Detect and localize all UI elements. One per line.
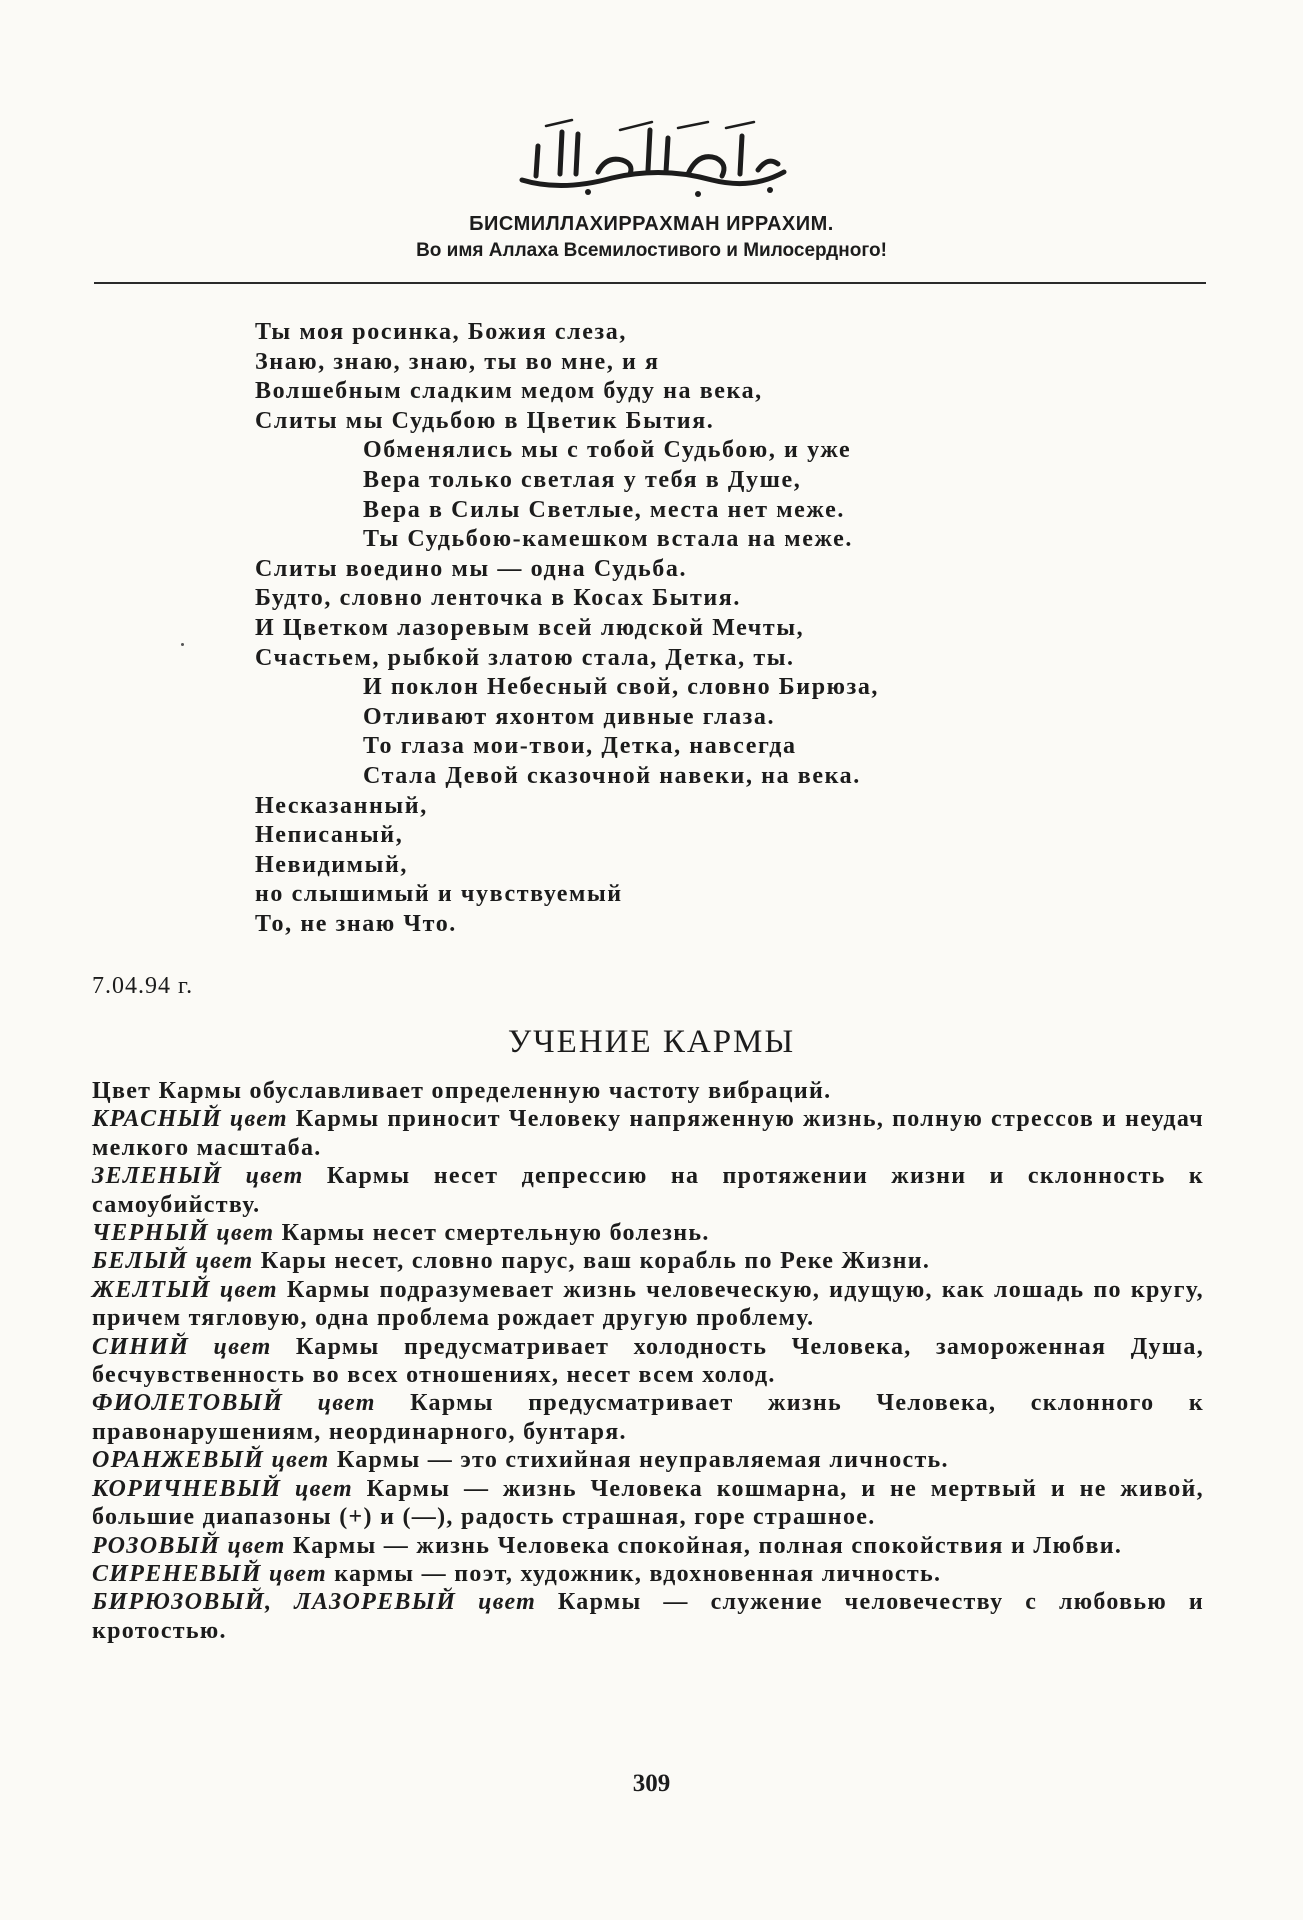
page-number: 309 — [632, 1770, 671, 1797]
karma-paragraph — [92, 1219, 1204, 1247]
karma-color-label: БИРЮЗОВЫЙ, ЛАЗОРЕВЫЙ цвет — [92, 1589, 537, 1616]
poem-line: Ты Судьбою-камешком встала на меже. — [363, 526, 853, 553]
karma-color-label: КОРИЧНЕВЫЙ цвет — [92, 1475, 354, 1502]
karma-paragraph — [92, 1333, 1204, 1390]
poem-line: И Цветком лазоревым всей людской Мечты, — [255, 614, 805, 641]
karma-description: Кармы — служение человечеству с любовью и кротостью. — [92, 1589, 1204, 1644]
karma-color-label: КРАСНЫЙ цвет — [92, 1106, 288, 1133]
poem-line: Невидимый, — [255, 851, 408, 878]
calligraphy-image — [502, 112, 802, 202]
poem-line: Волшебным сладким медом буду на века, — [255, 378, 763, 405]
poem-line: То глаза мои-твои, Детка, навсегда — [363, 733, 797, 760]
karma-description: Кармы подразумевает жизнь человеческую, идущую, как лошадь по кругу, причем тягловую, одна проблема рождает другую проблему. — [92, 1276, 1204, 1332]
karma-description: Цвет Кармы обуславливает определенную частоту вибраций. — [92, 1078, 832, 1104]
poem-line: Ты моя росинка, Божия слеза, — [255, 319, 627, 345]
karma-description: Кармы приносит Человеку напряженную жизнь, полную стрессов и неудач мелкого масштаба. — [92, 1106, 1204, 1161]
karma-paragraph — [92, 1446, 1204, 1474]
karma-description: кармы — поэт, художник, вдохновенная личность. — [326, 1560, 942, 1587]
karma-color-label: СИРЕНЕВЫЙ цвет — [92, 1560, 327, 1587]
karma-description: Кармы — жизнь Человека кошмарна, и не мертвый и не живой, большие диапазоны (+) и (—), радость страшная, горе страшное. — [92, 1475, 1204, 1531]
poem-line: Обменялись мы с тобой Судьбою, и уже — [363, 437, 852, 464]
karma-description: Кармы предусматривает холодность Человека, замороженная Душа, бесчувственность во всех отношениях, несет всем холод. — [92, 1333, 1204, 1389]
section-title: УЧЕНИЕ КАРМЫ — [507, 1024, 796, 1060]
karma-paragraph — [92, 1105, 1204, 1162]
poem-line: Знаю, знаю, знаю, ты во мне, и я — [255, 348, 660, 375]
karma-paragraph — [92, 1532, 1204, 1560]
poem-line: Вера в Силы Светлые, места нет меже. — [363, 496, 845, 523]
poem-line: Счастьем, рыбкой златою стала, Детка, ты. — [255, 644, 795, 671]
karma-color-label: ЖЕЛТЫЙ цвет — [92, 1276, 278, 1303]
karma-description: Кармы предусматривает жизнь Человека, склонного к правонарушениям, неординарного, бунтаря. — [92, 1390, 1204, 1445]
heading-bismillah-translation: Во имя Аллаха Всемилостивого и Милосердного! — [416, 240, 887, 261]
karma-paragraph — [92, 1389, 1204, 1446]
poem-line: И поклон Небесный свой, словно Бирюза, — [363, 674, 880, 701]
scan-speck — [181, 643, 184, 646]
karma-color-label: ЗЕЛЕНЫЙ цвет — [92, 1163, 304, 1190]
poem-line: Вера только светлая у тебя в Душе, — [363, 466, 802, 493]
karma-description: Кармы — жизнь Человека спокойная, полная спокойствия и Любви. — [285, 1532, 1123, 1559]
karma-color-label: СИНИЙ цвет — [92, 1333, 272, 1360]
karma-paragraph — [92, 1276, 1204, 1333]
poem-line: Несказанный, — [255, 792, 428, 819]
karma-description: Кары несет, словно парус, ваш корабль по Реке Жизни. — [253, 1248, 931, 1275]
poem-line: Неписаный, — [255, 822, 404, 849]
karma-paragraph — [92, 1560, 1204, 1588]
karma-description: Кармы — это стихийная неуправляемая личность. — [329, 1447, 949, 1474]
header-divider — [94, 282, 1206, 284]
karma-paragraph — [92, 1588, 1204, 1645]
karma-description: Кармы несет смертельную болезнь. — [274, 1220, 710, 1247]
karma-color-label: ЧЕРНЫЙ цвет — [92, 1220, 275, 1247]
poem-line: То, не знаю Что. — [255, 910, 457, 937]
poem-line: но слышимый и чувствуемый — [255, 881, 623, 908]
karma-paragraph — [92, 1475, 1204, 1532]
karma-description: Кармы несет депрессию на протяжении жизни и склонность к самоубийству. — [92, 1163, 1204, 1218]
karma-paragraph — [92, 1162, 1204, 1219]
poem-line: Стала Девой сказочной навеки, на века. — [363, 762, 861, 789]
heading-bismillah-transliteration: БИСМИЛЛАХИРРАХМАН ИРРАХИМ. — [469, 213, 834, 235]
karma-color-label: ОРАНЖЕВЫЙ цвет — [92, 1447, 330, 1474]
poem — [255, 318, 879, 939]
bismillah-calligraphy — [0, 112, 1303, 202]
karma-color-label: БЕЛЫЙ цвет — [92, 1248, 254, 1275]
poem-date: 7.04.94 г. — [92, 973, 194, 999]
karma-color-label: РОЗОВЫЙ цвет — [92, 1532, 286, 1559]
poem-line: Слиты мы Судьбою в Цветик Бытия. — [255, 407, 715, 434]
poem-line: Будто, словно ленточка в Косах Бытия. — [255, 585, 741, 612]
karma-text — [92, 1077, 1204, 1645]
poem-line: Слиты воедино мы — одна Судьба. — [255, 555, 688, 582]
karma-paragraph — [92, 1077, 1204, 1105]
karma-paragraph — [92, 1247, 1204, 1275]
karma-color-label: ФИОЛЕТОВЫЙ цвет — [92, 1390, 376, 1417]
poem-line: Отливают яхонтом дивные глаза. — [363, 703, 776, 730]
